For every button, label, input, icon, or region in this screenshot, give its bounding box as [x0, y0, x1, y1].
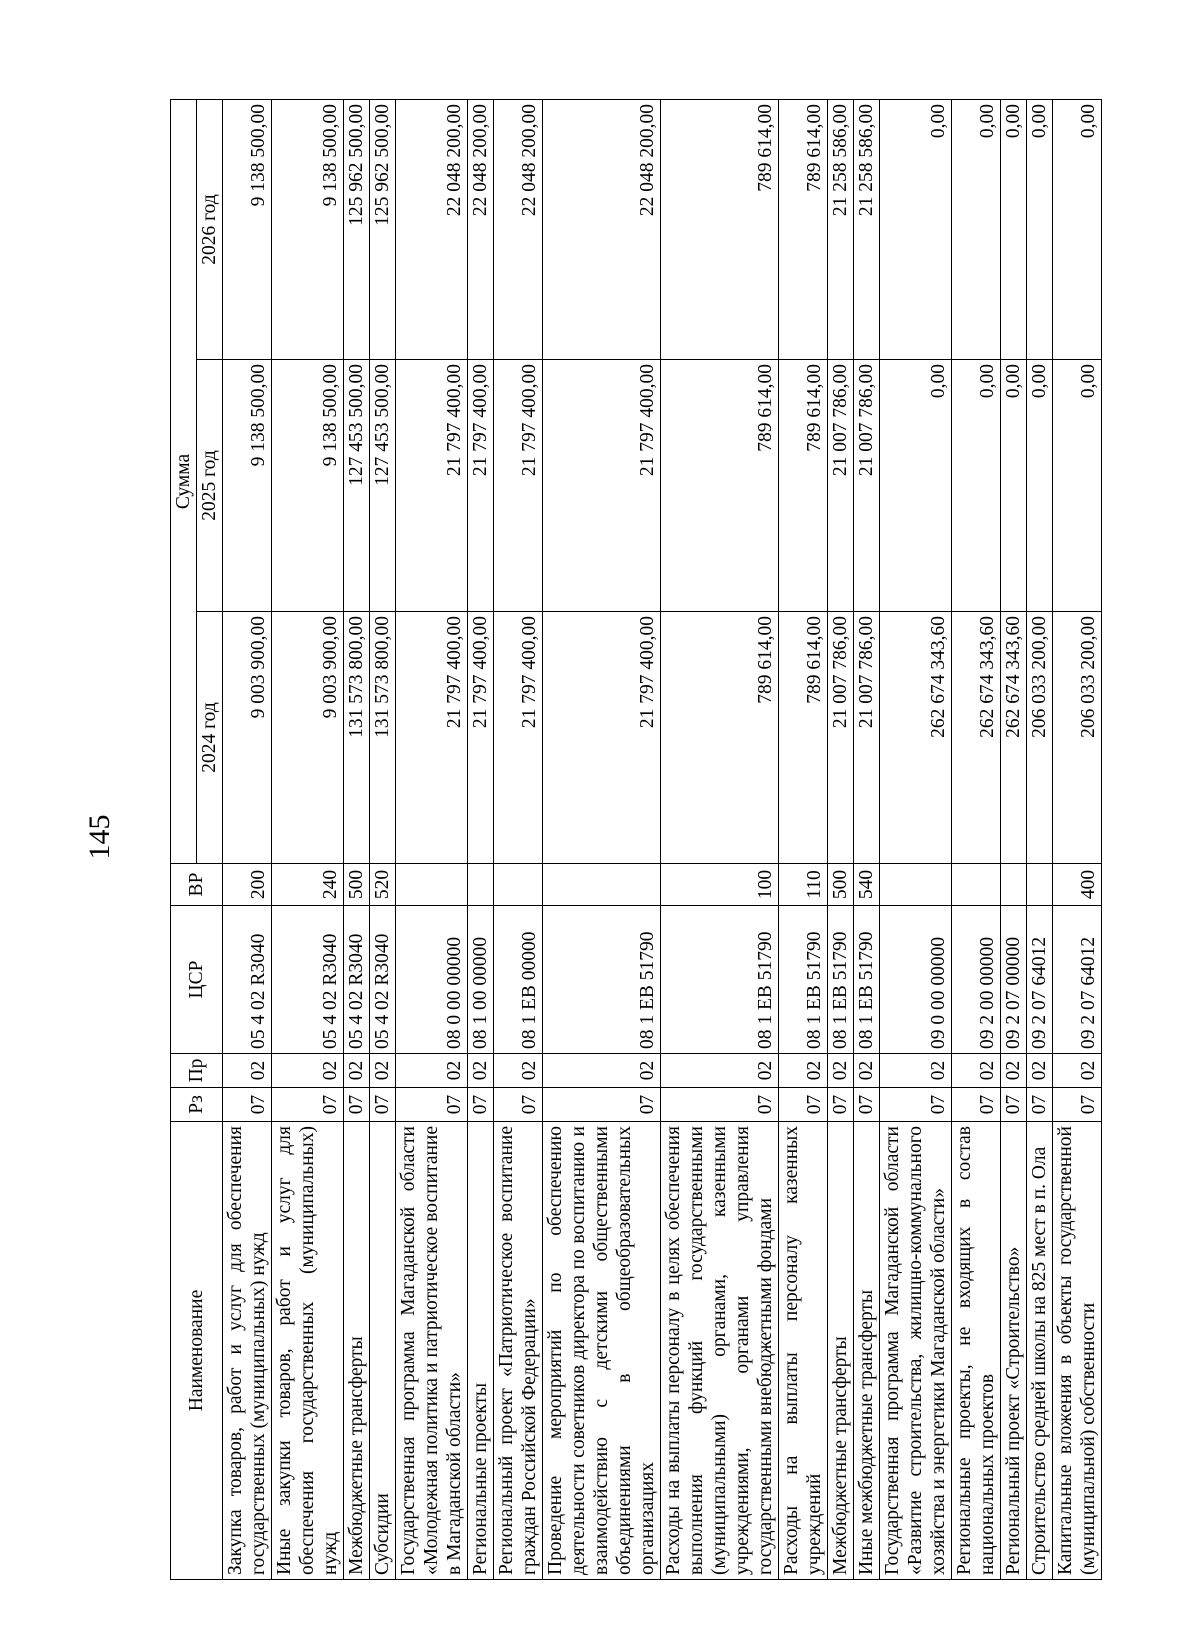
cell-name: Иные межбюджетные трансферты [854, 1122, 880, 1580]
cell-vr: 540 [854, 864, 880, 906]
cell-rz: 07 [370, 1088, 396, 1122]
cell-rz: 07 [880, 1088, 952, 1122]
cell-rz: 07 [543, 1088, 661, 1122]
cell-csr: 09 2 07 64012 [1053, 906, 1102, 1054]
header-sum: Сумма [171, 100, 197, 864]
cell-2026: 0,00 [952, 100, 1001, 360]
cell-name: Региональные проекты, не входящих в состав национальных проектов [952, 1122, 1001, 1580]
cell-rz: 07 [494, 1088, 543, 1122]
cell-pr: 02 [543, 1054, 661, 1088]
cell-2025: 9 138 500,00 [223, 360, 272, 612]
cell-2025: 0,00 [952, 360, 1001, 612]
cell-rz: 07 [272, 1088, 344, 1122]
cell-csr: 08 1 ЕВ 51790 [828, 906, 854, 1054]
cell-name: Межбюджетные трансферты [828, 1122, 854, 1580]
cell-pr: 02 [1053, 1054, 1102, 1088]
cell-name: Региональный проект «Патриотическое воспитание граждан Российской Федерации» [494, 1122, 543, 1580]
header-csr: ЦСР [171, 906, 223, 1054]
cell-csr: 09 2 00 00000 [952, 906, 1001, 1054]
cell-name: Государственная программа Магаданской области «Молодежная политика и патриотическое воспитание в Магаданской области» [396, 1122, 468, 1580]
cell-name: Межбюджетные трансферты [344, 1122, 370, 1580]
cell-pr: 02 [880, 1054, 952, 1088]
table-row [1001, 100, 1027, 1580]
cell-2026: 21 258 586,00 [854, 100, 880, 360]
table-row [272, 100, 344, 1580]
cell-vr: 520 [370, 864, 396, 906]
cell-2025: 0,00 [880, 360, 952, 612]
cell-2024: 9 003 900,00 [272, 612, 344, 864]
cell-pr: 02 [661, 1054, 779, 1088]
table-row [468, 100, 494, 1580]
cell-rz: 07 [1053, 1088, 1102, 1122]
header-pr: Пр [171, 1054, 223, 1088]
table-row [370, 100, 396, 1580]
cell-name: Закупка товаров, работ и услуг для обеспечения государственных (муниципальных) нужд [223, 1122, 272, 1580]
cell-csr: 08 1 00 00000 [468, 906, 494, 1054]
cell-csr: 08 1 ЕВ 51790 [543, 906, 661, 1054]
table-row [661, 100, 779, 1580]
cell-pr: 02 [854, 1054, 880, 1088]
header-vr: ВР [171, 864, 223, 906]
table-row [1053, 100, 1102, 1580]
cell-name: Региональный проект «Строительство» [1001, 1122, 1027, 1580]
table-row [854, 100, 880, 1580]
cell-2024: 131 573 800,00 [344, 612, 370, 864]
table-row [344, 100, 370, 1580]
cell-vr [1001, 864, 1027, 906]
cell-2024: 21 007 786,00 [828, 612, 854, 864]
cell-2024: 262 674 343,60 [880, 612, 952, 864]
cell-2026: 22 048 200,00 [543, 100, 661, 360]
cell-rz: 07 [779, 1088, 828, 1122]
cell-csr: 08 1 ЕВ 51790 [661, 906, 779, 1054]
table-row [543, 100, 661, 1580]
table-row [952, 100, 1001, 1580]
cell-2026: 22 048 200,00 [494, 100, 543, 360]
cell-csr: 05 4 02 R3040 [344, 906, 370, 1054]
cell-2025: 21 007 786,00 [854, 360, 880, 612]
cell-name: Расходы на выплаты персоналу в целях обеспечения выполнения функций государственными (муниципальными) органами, казенными учреждениями, органами управления государственными внебюджетными фондами [661, 1122, 779, 1580]
cell-csr: 08 1 ЕВ 51790 [779, 906, 828, 1054]
cell-2025: 789 614,00 [661, 360, 779, 612]
cell-csr: 09 2 07 00000 [1001, 906, 1027, 1054]
cell-vr: 500 [344, 864, 370, 906]
cell-vr [396, 864, 468, 906]
cell-rz: 07 [344, 1088, 370, 1122]
table-row [779, 100, 828, 1580]
cell-2024: 21 797 400,00 [543, 612, 661, 864]
cell-2025: 0,00 [1001, 360, 1027, 612]
cell-rz: 07 [396, 1088, 468, 1122]
cell-rz: 07 [828, 1088, 854, 1122]
cell-2026: 22 048 200,00 [468, 100, 494, 360]
cell-name: Проведение мероприятий по обеспечению деятельности советников директора по воспитанию и взаимодействию с детскими общественными объединениями в общеобразовательных организациях [543, 1122, 661, 1580]
cell-2026: 0,00 [880, 100, 952, 360]
cell-2024: 262 674 343,60 [952, 612, 1001, 864]
cell-2024: 9 003 900,00 [223, 612, 272, 864]
cell-csr: 09 2 07 64012 [1027, 906, 1053, 1054]
cell-pr: 02 [344, 1054, 370, 1088]
cell-2024: 789 614,00 [661, 612, 779, 864]
cell-2024: 262 674 343,60 [1001, 612, 1027, 864]
cell-2025: 0,00 [1027, 360, 1053, 612]
budget-table [170, 99, 1102, 1580]
cell-rz: 07 [1001, 1088, 1027, 1122]
cell-pr: 02 [494, 1054, 543, 1088]
cell-rz: 07 [661, 1088, 779, 1122]
cell-2025: 21 797 400,00 [494, 360, 543, 612]
cell-rz: 07 [952, 1088, 1001, 1122]
cell-pr: 02 [952, 1054, 1001, 1088]
cell-name: Субсидии [370, 1122, 396, 1580]
cell-pr: 02 [396, 1054, 468, 1088]
cell-vr [543, 864, 661, 906]
table-row [494, 100, 543, 1580]
cell-pr: 02 [779, 1054, 828, 1088]
cell-name: Расходы на выплаты персоналу казенных учреждений [779, 1122, 828, 1580]
page-number: 145 [83, 814, 116, 860]
header-2024: 2024 год [197, 612, 223, 864]
cell-name: Строительство средней школы на 825 мест в п. Ола [1027, 1122, 1053, 1580]
cell-name: Региональные проекты [468, 1122, 494, 1580]
cell-2025: 21 797 400,00 [396, 360, 468, 612]
table-row [223, 100, 272, 1580]
header-name: Наименование [171, 1122, 223, 1580]
cell-2026: 9 138 500,00 [272, 100, 344, 360]
cell-rz: 07 [1027, 1088, 1053, 1122]
cell-2025: 21 007 786,00 [828, 360, 854, 612]
cell-2024: 206 033 200,00 [1053, 612, 1102, 864]
cell-2026: 789 614,00 [661, 100, 779, 360]
cell-csr: 05 4 02 R3040 [272, 906, 344, 1054]
cell-name: Иные закупки товаров, работ и услуг для обеспечения государственных (муниципальных) нужд [272, 1122, 344, 1580]
cell-2025: 21 797 400,00 [468, 360, 494, 612]
cell-vr: 110 [779, 864, 828, 906]
cell-pr: 02 [468, 1054, 494, 1088]
cell-2026: 22 048 200,00 [396, 100, 468, 360]
cell-2024: 789 614,00 [779, 612, 828, 864]
table-row [828, 100, 854, 1580]
cell-2024: 21 007 786,00 [854, 612, 880, 864]
cell-2025: 0,00 [1053, 360, 1102, 612]
cell-vr [880, 864, 952, 906]
cell-2025: 9 138 500,00 [272, 360, 344, 612]
cell-pr: 02 [272, 1054, 344, 1088]
cell-2025: 127 453 500,00 [370, 360, 396, 612]
cell-csr: 05 4 02 R3040 [223, 906, 272, 1054]
cell-csr: 05 4 02 R3040 [370, 906, 396, 1054]
cell-pr: 02 [370, 1054, 396, 1088]
cell-2026: 125 962 500,00 [344, 100, 370, 360]
table-row [396, 100, 468, 1580]
cell-vr [468, 864, 494, 906]
cell-rz: 07 [854, 1088, 880, 1122]
header-2025: 2025 год [197, 360, 223, 612]
header-rz: Рз [171, 1088, 223, 1122]
cell-name: Государственная программа Магаданской области «Развитие строительства, жилищно-коммунального хозяйства и энергетики Магаданской области» [880, 1122, 952, 1580]
cell-pr: 02 [1027, 1054, 1053, 1088]
cell-vr: 240 [272, 864, 344, 906]
cell-rz: 07 [468, 1088, 494, 1122]
cell-2026: 0,00 [1027, 100, 1053, 360]
cell-2024: 131 573 800,00 [370, 612, 396, 864]
cell-2026: 789 614,00 [779, 100, 828, 360]
cell-csr: 08 1 ЕВ 00000 [494, 906, 543, 1054]
cell-2026: 0,00 [1053, 100, 1102, 360]
cell-2025: 21 797 400,00 [543, 360, 661, 612]
cell-2026: 9 138 500,00 [223, 100, 272, 360]
rotated-page [170, 100, 1099, 1580]
cell-vr: 500 [828, 864, 854, 906]
cell-2024: 206 033 200,00 [1027, 612, 1053, 864]
cell-2024: 21 797 400,00 [468, 612, 494, 864]
cell-csr: 09 0 00 00000 [880, 906, 952, 1054]
cell-vr: 100 [661, 864, 779, 906]
cell-pr: 02 [828, 1054, 854, 1088]
header-2026: 2026 год [197, 100, 223, 360]
cell-2026: 0,00 [1001, 100, 1027, 360]
cell-2025: 127 453 500,00 [344, 360, 370, 612]
cell-vr: 400 [1053, 864, 1102, 906]
cell-vr [1027, 864, 1053, 906]
cell-pr: 02 [223, 1054, 272, 1088]
cell-csr: 08 0 00 00000 [396, 906, 468, 1054]
cell-2026: 125 962 500,00 [370, 100, 396, 360]
cell-vr [952, 864, 1001, 906]
cell-2026: 21 258 586,00 [828, 100, 854, 360]
cell-rz: 07 [223, 1088, 272, 1122]
cell-2024: 21 797 400,00 [396, 612, 468, 864]
cell-pr: 02 [1001, 1054, 1027, 1088]
cell-2025: 789 614,00 [779, 360, 828, 612]
header-row-1 [171, 100, 197, 1580]
cell-vr [494, 864, 543, 906]
table-body [223, 100, 1102, 1580]
cell-name: Капитальные вложения в объекты государственной (муниципальной) собственности [1053, 1122, 1102, 1580]
cell-vr: 200 [223, 864, 272, 906]
table-row [880, 100, 952, 1580]
table-row [1027, 100, 1053, 1580]
cell-2024: 21 797 400,00 [494, 612, 543, 864]
cell-csr: 08 1 ЕВ 51790 [854, 906, 880, 1054]
